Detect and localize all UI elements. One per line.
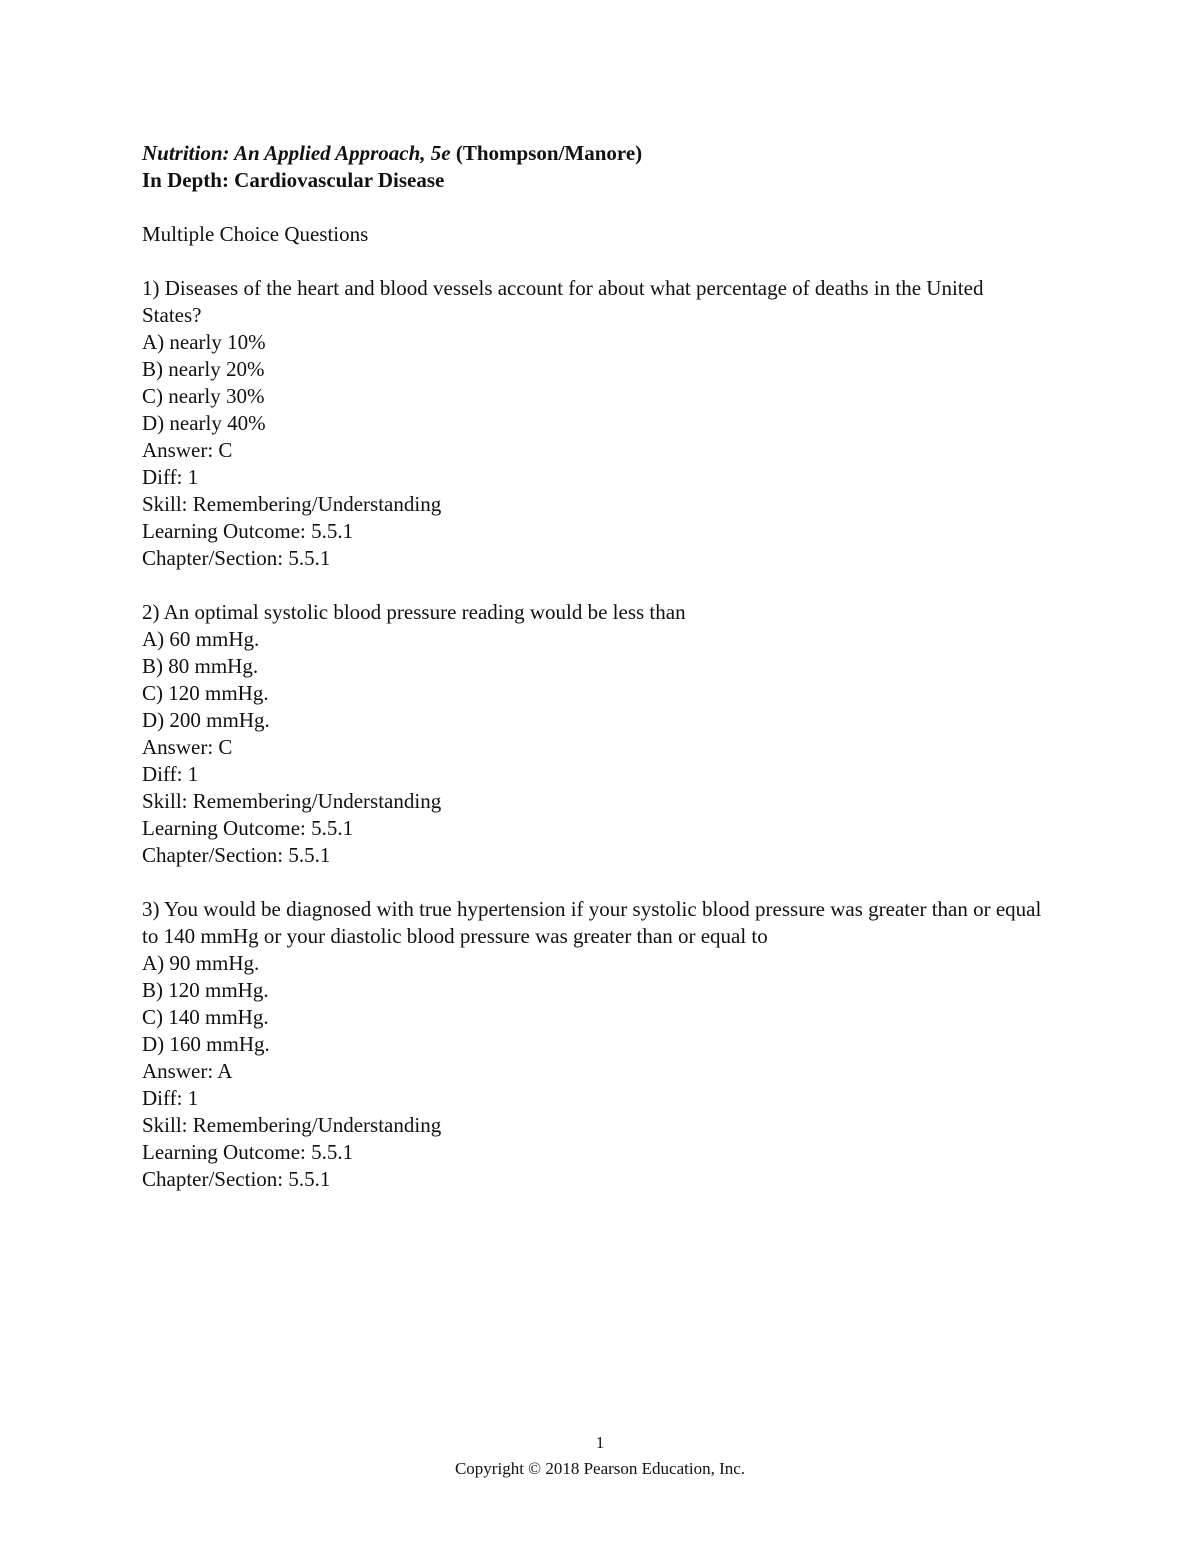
chapter-section: Chapter/Section: 5.5.1 [142, 1167, 331, 1191]
question-3 [142, 896, 1042, 1193]
book-title: Nutrition: An Applied Approach, 5e [142, 141, 451, 165]
question-stem: 1) Diseases of the heart and blood vessels account for about what percentage of deaths in the United States? [142, 276, 984, 327]
question-2 [142, 599, 1042, 869]
page-number: 1 [595, 1433, 605, 1452]
book-authors: (Thompson/Manore) [450, 141, 643, 165]
skill: Skill: Remembering/Understanding [142, 492, 442, 516]
chapter-subtitle: In Depth: Cardiovascular Disease [142, 168, 445, 192]
chapter-section: Chapter/Section: 5.5.1 [142, 843, 331, 867]
answer-option-c: C) 140 mmHg. [142, 1005, 269, 1029]
question-1 [142, 275, 1042, 572]
page-content [142, 140, 1042, 1193]
difficulty: Diff: 1 [142, 465, 199, 489]
learning-outcome: Learning Outcome: 5.5.1 [142, 519, 354, 543]
question-stem: 3) You would be diagnosed with true hypertension if your systolic blood pressure was greater than or equal to 140 mmHg or your diastolic blood pressure was greater than or equal to [142, 897, 1042, 948]
spacer [142, 248, 1042, 275]
answer-option-b: B) nearly 20% [142, 357, 265, 381]
copyright-notice: Copyright © 2018 Pearson Education, Inc. [454, 1459, 746, 1478]
answer-option-d: D) 160 mmHg. [142, 1032, 270, 1056]
answer-key: Answer: C [142, 735, 233, 759]
answer-option-a: A) 60 mmHg. [142, 627, 260, 651]
answer-option-b: B) 120 mmHg. [142, 978, 269, 1002]
skill: Skill: Remembering/Understanding [142, 1113, 442, 1137]
skill: Skill: Remembering/Understanding [142, 789, 442, 813]
answer-option-d: D) 200 mmHg. [142, 708, 270, 732]
question-stem: 2) An optimal systolic blood pressure reading would be less than [142, 600, 686, 624]
answer-option-d: D) nearly 40% [142, 411, 266, 435]
answer-key: Answer: C [142, 438, 233, 462]
learning-outcome: Learning Outcome: 5.5.1 [142, 816, 354, 840]
document-title [142, 140, 1042, 167]
difficulty: Diff: 1 [142, 762, 199, 786]
learning-outcome: Learning Outcome: 5.5.1 [142, 1140, 354, 1164]
spacer [142, 194, 1042, 221]
answer-option-a: A) nearly 10% [142, 330, 266, 354]
section-label: Multiple Choice Questions [142, 222, 369, 246]
chapter-section: Chapter/Section: 5.5.1 [142, 546, 331, 570]
answer-key: Answer: A [142, 1059, 233, 1083]
answer-option-c: C) 120 mmHg. [142, 681, 269, 705]
difficulty: Diff: 1 [142, 1086, 199, 1110]
answer-option-a: A) 90 mmHg. [142, 951, 260, 975]
answer-option-c: C) nearly 30% [142, 384, 265, 408]
answer-option-b: B) 80 mmHg. [142, 654, 259, 678]
